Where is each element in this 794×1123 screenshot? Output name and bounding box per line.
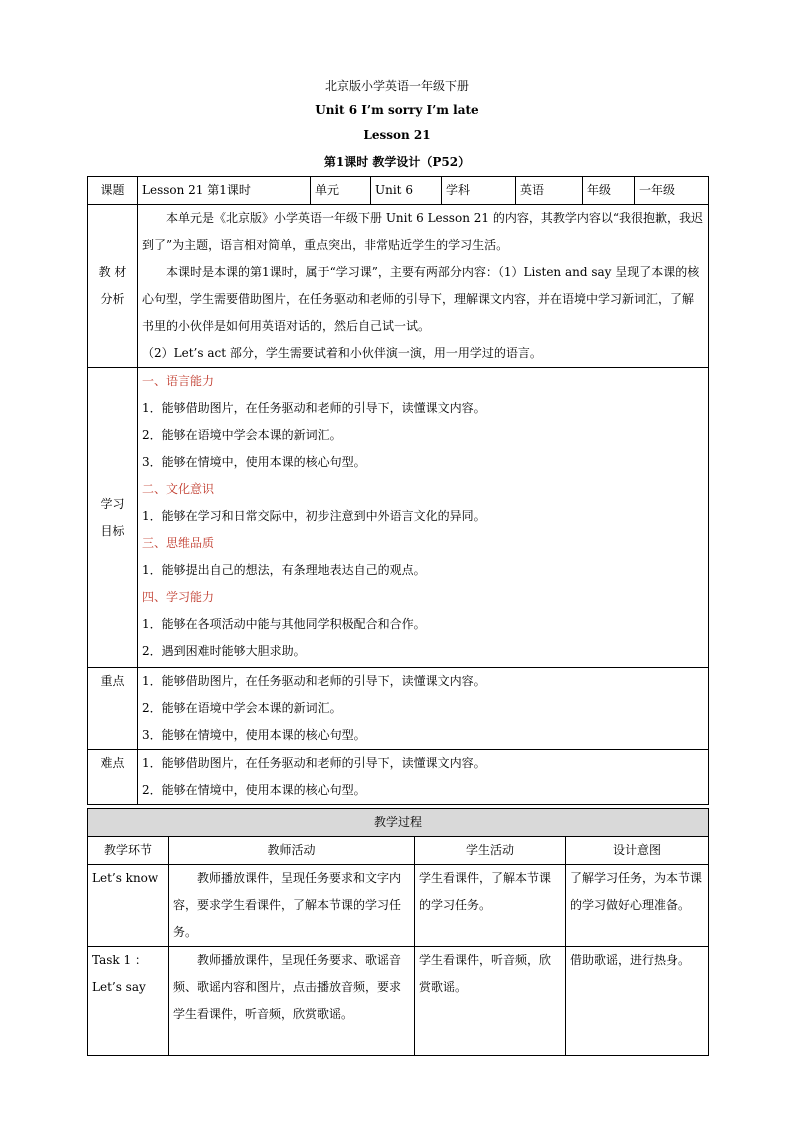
difficult-points-row xyxy=(88,750,709,805)
key-point-item: 2．能够在语境中学会本课的新词汇。 xyxy=(142,701,342,715)
key-points-row xyxy=(88,668,709,750)
material-para-2: 本课时是本课的第1课时，属于“学习课”，主要有两部分内容：（1）Listen and say 呈现了本课的核心句型，学生需要借助图片，在任务驱动和老师的引导下，理解课文内容，并在语境中学习新词汇，了解书里的小伙伴是如何用英语对话的，然后自己试一试。 xyxy=(142,265,700,333)
material-para-3: （2）Let’s act 部分，学生需要试着和小伙伴演一演，用一用学过的语言。 xyxy=(142,346,542,360)
objective-item: 1．能够借助图片，在任务驱动和老师的引导下，读懂课文内容。 xyxy=(142,401,486,415)
process-teacher-activity: 教师播放课件，呈现任务要求和文字内容，要求学生看课件，了解本节课的学习任务。 xyxy=(169,865,415,947)
key-point-item: 3．能够在情境中，使用本课的核心句型。 xyxy=(142,728,366,742)
topic-value: Lesson 21 第1课时 xyxy=(138,177,311,205)
objective-item: 1．能够提出自己的想法，有条理地表达自己的观点。 xyxy=(142,563,426,577)
process-student-activity: 学生看课件，了解本节课的学习任务。 xyxy=(415,865,566,947)
material-row xyxy=(88,205,709,368)
process-title-row xyxy=(88,809,709,837)
doc-title-period: 第1课时 教学设计（P52） xyxy=(323,155,471,169)
objectives-content xyxy=(138,368,709,668)
key-points-content xyxy=(138,668,709,750)
material-para-1: 本单元是《北京版》小学英语一年级下册 Unit 6 Lesson 21 的内容，其教学内容以“我很抱歉，我迟到了”为主题，语言相对简单，重点突出，非常贴近学生的学习生活。 xyxy=(142,211,703,252)
process-header-row xyxy=(88,837,709,865)
process-row xyxy=(88,865,709,947)
objective-item: 1．能够在学习和日常交际中，初步注意到中外语言文化的异同。 xyxy=(142,509,486,523)
process-stage: Let’s know xyxy=(88,865,169,947)
difficult-points-content xyxy=(138,750,709,805)
objective-item: 2．能够在语境中学会本课的新词汇。 xyxy=(142,428,342,442)
objectives-label-line1: 学习 xyxy=(100,496,125,511)
topic-label: 课题 xyxy=(88,177,138,205)
objectives-label xyxy=(88,368,138,668)
objectives-label-line2: 目标 xyxy=(100,523,125,538)
objective-section-culture: 二、文化意识 xyxy=(142,482,215,496)
process-stage: Task 1 ：Let’s say xyxy=(88,947,169,1056)
objective-item: 1．能够在各项活动中能与其他同学积极配合和合作。 xyxy=(142,617,426,631)
material-content xyxy=(138,205,709,368)
material-label-line2: 分析 xyxy=(100,292,125,306)
grade-value: 一年级 xyxy=(635,177,709,205)
objectives-row xyxy=(88,368,709,668)
process-header-stage: 教学环节 xyxy=(88,837,169,865)
unit-label: 单元 xyxy=(311,177,371,205)
doc-title-unit: Unit 6 I’m sorry I’m late xyxy=(315,103,479,117)
process-design-intent: 借助歌谣，进行热身。 xyxy=(566,947,709,1056)
teaching-process-table xyxy=(87,808,709,1056)
key-points-label: 重点 xyxy=(88,668,138,750)
objective-section-language: 一、语言能力 xyxy=(142,374,215,388)
material-label-line1: 教 材 xyxy=(98,265,127,279)
doc-title-lesson: Lesson 21 xyxy=(363,128,431,142)
subject-label: 学科 xyxy=(442,177,516,205)
difficult-point-item: 1．能够借助图片，在任务驱动和老师的引导下，读懂课文内容。 xyxy=(142,756,486,770)
unit-value: Unit 6 xyxy=(371,177,442,205)
process-teacher-activity: 教师播放课件，呈现任务要求、歌谣音频、歌谣内容和图片，点击播放音频，要求学生看课件，听音频，欣赏歌谣。 xyxy=(169,947,415,1056)
objective-item: 3．能够在情境中，使用本课的核心句型。 xyxy=(142,455,366,469)
doc-title-book: 北京版小学英语一年级下册 xyxy=(324,79,469,93)
process-title: 教学过程 xyxy=(88,809,709,837)
subject-value: 英语 xyxy=(516,177,583,205)
key-point-item: 1．能够借助图片，在任务驱动和老师的引导下，读懂课文内容。 xyxy=(142,674,486,688)
material-label xyxy=(88,205,138,368)
process-header-student: 学生活动 xyxy=(415,837,566,865)
difficult-point-item: 2．能够在情境中，使用本课的核心句型。 xyxy=(142,783,366,797)
objective-section-learning: 四、学习能力 xyxy=(142,590,215,604)
process-header-intent: 设计意图 xyxy=(566,837,709,865)
objective-item: 2．遇到困难时能够大胆求助。 xyxy=(142,644,306,658)
process-header-teacher: 教师活动 xyxy=(169,837,415,865)
grade-label: 年级 xyxy=(583,177,635,205)
info-row xyxy=(88,177,709,205)
lesson-info-table xyxy=(87,176,709,805)
process-student-activity: 学生看课件，听音频，欣赏歌谣。 xyxy=(415,947,566,1056)
difficult-points-label: 难点 xyxy=(88,750,138,805)
process-design-intent: 了解学习任务，为本节课的学习做好心理准备。 xyxy=(566,865,709,947)
objective-section-thinking: 三、思维品质 xyxy=(142,536,215,550)
process-row xyxy=(88,947,709,1056)
